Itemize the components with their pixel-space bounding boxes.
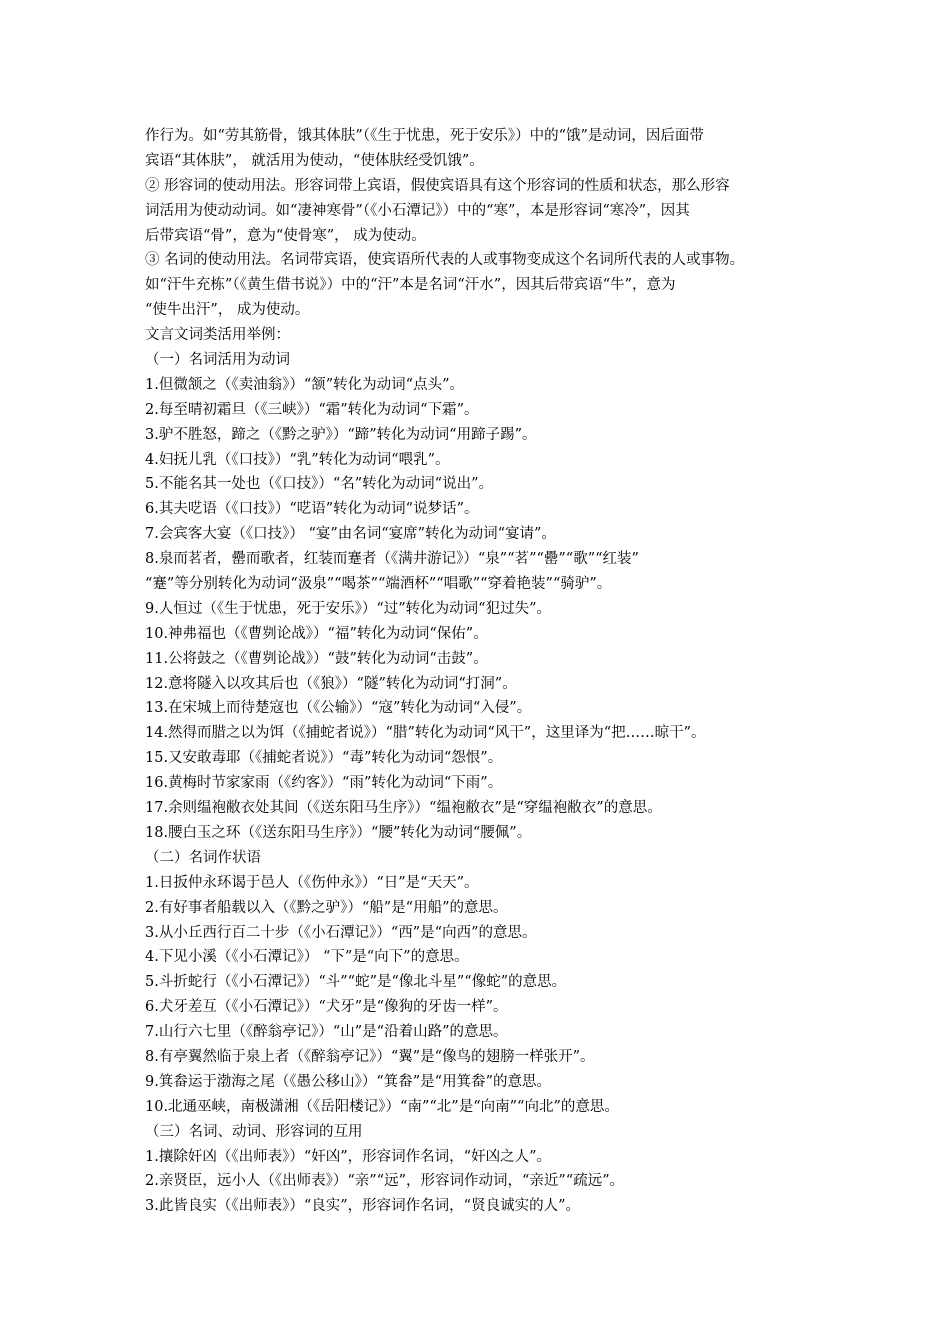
- example-item: 1.日扳仲永环谒于邑人（《伤仲永》）“日”是“天天”。: [145, 874, 479, 891]
- paragraph-line: 词活用为使动动词。如“凄神寒骨”（《小石潭记》）中的“寒”，本是形容词“寒冷”，因其: [145, 202, 690, 219]
- example-item: 11.公将鼓之（《曹刿论战》）“鼓”转化为动词“击鼓”。: [145, 650, 488, 667]
- example-item: 14.然得而腊之以为饵（《捕蛇者说》）“腊”转化为动词“风干”，这里译为“把……晾干”。: [145, 725, 706, 742]
- paragraph-line: 如“汗牛充栋”（《黄生借书说》）中的“汗”本是名词“汗水”，因其后带宾语“牛”，意为: [145, 277, 676, 294]
- example-item: 12.意将隧入以攻其后也（《狼》）“隧”转化为动词“打洞”。: [145, 675, 517, 692]
- example-item: 2.亲贤臣，远小人（《出师表》）“亲”“远”，形容词作动词，“亲近”“疏远”。: [145, 1173, 625, 1190]
- example-item: 4.妇抚儿乳（《口技》）“乳”转化为动词“喂乳”。: [145, 451, 450, 468]
- example-item: 3.从小丘西行百二十步（《小石潭记》）“西”是“向西”的意思。: [145, 924, 537, 941]
- example-item: 15.又安敢毒耶（《捕蛇者说》）“毒”转化为动词“怨恨”。: [145, 750, 503, 767]
- example-item: 5.斗折蛇行（《小石潭记》）“斗”“蛇”是“像北斗星”“像蛇”的意思。: [145, 974, 567, 991]
- example-item: 2.有好事者船载以入（《黔之驴》）“船”是“用船”的意思。: [145, 899, 508, 916]
- example-item: 3.此皆良实（《出师表》）“良实”，形容词作名词，“贤良诚实的人”。: [145, 1198, 580, 1215]
- example-item: 10.北通巫峡，南极潇湘（《岳阳楼记》）“南”“北”是“向南”“向北”的意思。: [145, 1098, 619, 1115]
- example-item: 16.黄梅时节家家雨（《约客》）“雨”转化为动词“下雨”。: [145, 775, 503, 792]
- paragraph-line: 后带宾语“骨”，意为“使骨寒”， 成为使动。: [145, 227, 426, 244]
- example-item: 18.腰白玉之环（《送东阳马生序》）“腰”转化为动词“腰佩”。: [145, 824, 532, 841]
- example-item: 8.泉而茗者，罍而歌者，红装而蹇者（《满井游记》）“泉”“茗”“罍”“歌”“红装”: [145, 551, 639, 568]
- paragraph-line: ③ 名词的使动用法。名词带宾语，使宾语所代表的人或事物变成这个名词所代表的人或事物。: [145, 252, 745, 269]
- example-item-continued: “蹇”等分别转化为动词“汲泉”“喝茶”“端酒杯”“唱歌”“穿着艳装”“骑驴”。: [145, 576, 612, 593]
- example-item: 17.余则缊袍敝衣处其间（《送东阳马生序》）“缊袍敝衣”是“穿缊袍敝衣”的意思。: [145, 800, 662, 817]
- example-item: 7.会宾客大宴（《口技》） “宴”由名词“宴席”转化为动词“宴请”。: [145, 526, 556, 543]
- example-item: 6.犬牙差互（《小石潭记》）“犬牙”是“像狗的牙齿一样”。: [145, 999, 508, 1016]
- paragraph-line: 作行为。如“劳其筋骨，饿其体肤”（《生于忧患，死于安乐》）中的“饿”是动词，因后面带: [145, 128, 704, 144]
- document-body: [145, 124, 825, 1219]
- subsection-heading: （一）名词活用为动词: [145, 352, 290, 369]
- example-item: 7.山行六七里（《醉翁亭记》）“山”是“沿着山路”的意思。: [145, 1024, 508, 1041]
- example-item: 13.在宋城上而待楚寇也（《公输》）“寇”转化为动词“入侵”。: [145, 700, 532, 717]
- example-item: 6.其夫呓语（《口技》）“呓语”转化为动词“说梦话”。: [145, 501, 479, 518]
- example-item: 4.下见小溪（《小石潭记》） “下”是“向下”的意思。: [145, 949, 469, 966]
- example-item: 1.但微颔之（《卖油翁》）“颔”转化为动词“点头”。: [145, 376, 464, 393]
- example-item: 5.不能名其一处也（《口技》）“名”转化为动词“说出”。: [145, 476, 493, 493]
- example-item: 9.箕畚运于渤海之尾（《愚公移山》）“箕畚”是“用箕畚”的意思。: [145, 1073, 551, 1090]
- paragraph-line: ② 形容词的使动用法。形容词带上宾语，假使宾语具有这个形容词的性质和状态，那么形容: [145, 177, 730, 194]
- section-heading: 文言文词类活用举例：: [145, 327, 290, 344]
- example-item: 1.攘除奸凶（《出师表》）“奸凶”，形容词作名词，“奸凶之人”。: [145, 1148, 551, 1165]
- example-item: 10.神弗福也（《曹刿论战》）“福”转化为动词“保佑”。: [145, 625, 488, 642]
- paragraph-line: 宾语“其体肤”， 就活用为使动，“使体肤经受饥饿”。: [145, 152, 484, 169]
- subsection-heading: （二）名词作状语: [145, 849, 261, 866]
- example-item: 3.驴不胜怒，蹄之（《黔之驴》）“蹄”转化为动词“用蹄子踢”。: [145, 426, 537, 443]
- example-item: 8.有亭翼然临于泉上者（《醉翁亭记》）“翼”是“像鸟的翅膀一样张开”。: [145, 1048, 595, 1065]
- example-item: 2.每至晴初霜旦（《三峡》）“霜”转化为动词“下霜”。: [145, 401, 479, 418]
- subsection-heading: （三）名词、动词、形容词的互用: [145, 1123, 363, 1140]
- example-item: 9.人恒过（《生于忧患，死于安乐》）“过”转化为动词“犯过失”。: [145, 600, 551, 617]
- paragraph-line: “使牛出汗”， 成为使动。: [145, 302, 310, 319]
